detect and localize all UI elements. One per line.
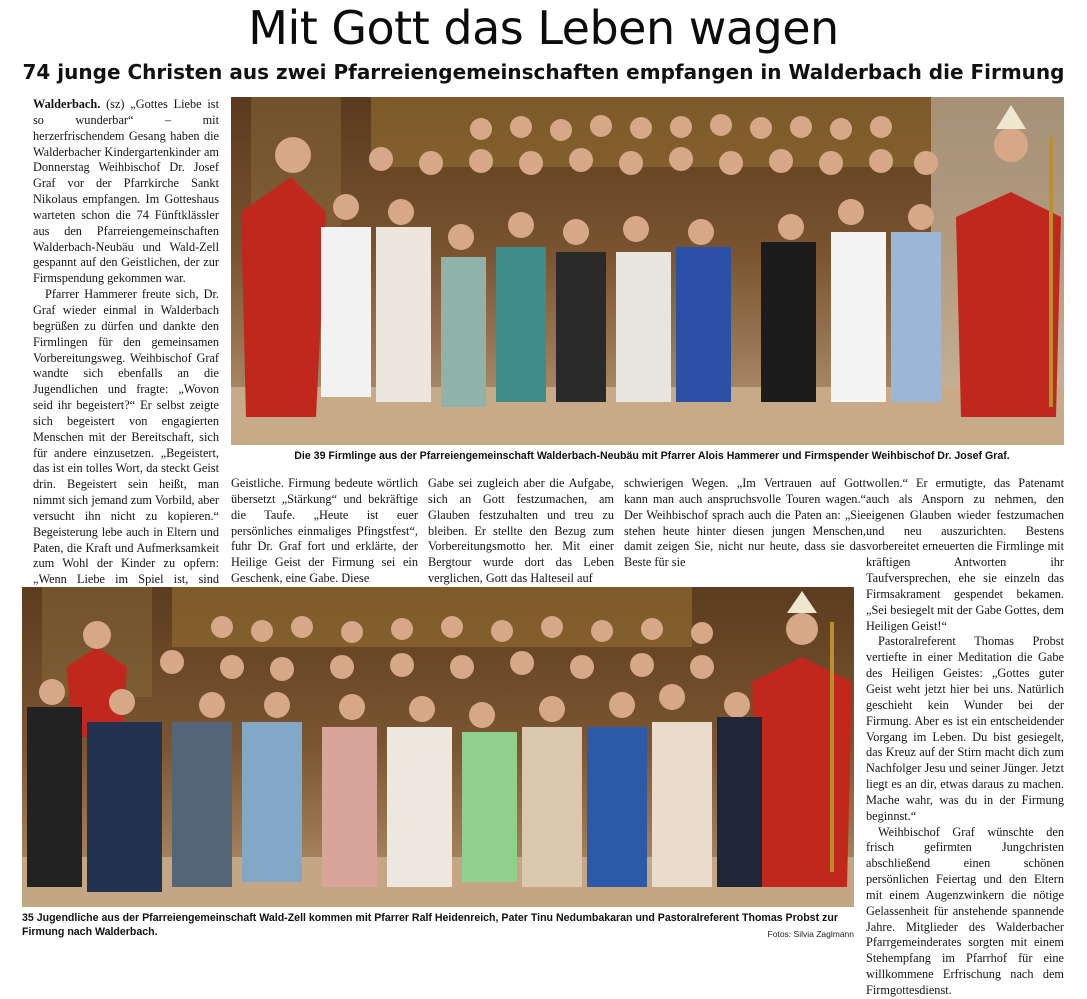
headline: Mit Gott das Leben wagen <box>248 1 839 55</box>
photo-bottom-wald-zell <box>22 587 854 907</box>
subheadline: 74 junge Christen aus zwei Pfarreiengemeinschaften empfangen in Walderbach die Firmung <box>22 60 1065 84</box>
photo-bottom-caption: 35 Jugendliche aus der Pfarreiengemeinschaft Wald-Zell kommen mit Pfarrer Ralf Heidenreich, Pater Tinu Nedumbakaran und Pastoralreferent Thomas Probst zur Firmung nach Walderbach. <box>22 912 838 938</box>
article-column-4: schwierigen Wegen. „Im Vertrauen auf Gott kann man auch anspruchsvolle Touren wagen.“ Der Weihbischof sprach auch die Paten an: „Sie stehen heute hinter diesen jungen Menschen, damit zeigen Sie, nicht nur heute, dass sie das Beste für sie <box>624 476 866 570</box>
photo-credit: Fotos: Silvia Zaglmann <box>767 929 854 939</box>
dateline: Walderbach. <box>33 97 101 111</box>
paragraph-2: Pfarrer Hammerer freute sich, Dr. Graf wieder einmal in Walderbach begrüßen zu dürfen und dankte den Firmlingen für den gemeinsamen Vorbereitungsweg. Weihbischof Graf wandte sich ebenfalls an die Jugendlichen und fragte: „Wovon seid ihr begeistert?“ Er selbst zeigte sich begeistert von engagierten Menschen mit der Bereitschaft, sich für andere einzusetzen. „Begeistert, das ist ein tolles Wort, da steckt Geist drin. Begeistert sein heißt, man nimmt sich jemand zum Vorbild, aber versucht ihn nicht zu kopieren.“ Begeisterung lebe auch in Eltern und Paten, die Kraft und Aufmerksamkeit zum Wohl der Kinder zu opfern: „Wenn Liebe im Spiel ist, sind <box>33 287 219 587</box>
article-column-5 <box>866 476 1064 997</box>
photo-top-image <box>231 97 1064 445</box>
col5-paragraph-1: wollen.“ Er ermutigte, das Patenamt auch als Ansporn zu nehmen, den eigenen Glauben wieder festzumachen und neu auszurichten. Bestens vorbereitet erneuerten die Firmlinge mit kräftigen Antworten ihr Taufversprechen, ehe sie einzeln das Firmsakrament gespendet bekamen. „Sei besiegelt mit der Gabe Gottes, dem Heiligen Geist!“ <box>866 476 1064 633</box>
article-column-1 <box>33 97 219 587</box>
col5-paragraph-3: Weihbischof Graf wünschte den frisch gefirmten Jungchristen abschließend einen schönen persönlichen Feiertag und den Eltern mit einem Augenzwinkern die nötige Gelassenheit für anstehende spannende Jahre. Mitglieder des Walderbacher Pfarrgemeinderates sorgten mit einem Stehempfang im Pfarrhof für eine willkommene Erfrischung nach dem Firmgottesdienst. <box>866 824 1064 997</box>
article-column-2: Geistliche. Firmung bedeute wörtlich übersetzt „Stärkung“ und bekräftige die Taufe. „Heute ist euer persönliches einmaliges Pfingstfest“, fuhr Dr. Graf fort und erklärte, der Heilige Geist der Firmung sei ein Geschenk, eine Gabe. Diese <box>231 476 418 586</box>
paragraph-1 <box>33 97 219 287</box>
article-column-3: Gabe sei zugleich aber die Aufgabe, sich an Gott festzumachen, am Glauben festzuhalten und treu zu bleiben. Er stellte den Bezug zum Vorbereitungsmotto her. Mit einer Bergtour wurde dort das Leben verglichen, Gott das Halteseil auf <box>428 476 614 586</box>
col5-paragraph-2: Pastoralreferent Thomas Probst vertiefte in einer Meditation die Gabe des Heiligen Geistes: „Gottes guter Geist weht jetzt hier bei uns. Natürlich geschieht kein Wunder bei der Firmung. Aber es ist ein entscheidender Vorgang im Leben. Du bist gesiegelt, das Kreuz auf der Stirn macht dich zum Nachfolger Jesu und seiner Jünger. Jetzt liegt es an dir, etwas daraus zu machen. Mache wahr, was du in der Firmung beginnst.“ <box>866 634 1064 823</box>
photo-top-caption: Die 39 Firmlinge aus der Pfarreiengemeinschaft Walderbach-Neubäu mit Pfarrer Alois Hammerer und Firmspender Weihbischof Dr. Josef Graf. <box>294 450 1010 462</box>
photo-bottom-image <box>22 587 854 907</box>
photo-top-walderbach-neubaeu <box>231 97 1064 445</box>
paragraph-1-text: (sz) „Gottes Liebe ist so wunderbar“ – mit herzerfrischendem Gesang haben die Walderbacher Kindergartenkinder am Donnerstag Weihbischof Dr. Josef Graf vor der Pfarrkirche Sankt Nikolaus empfangen. Im Gotteshaus warteten schon die 74 Fünftklässler aus den Pfarreiengemeinschaften Walderbach-Neubäu und Wald-Zell gespannt auf den Geistlichen, der zur Firmspendung gekommen war. <box>33 97 219 286</box>
